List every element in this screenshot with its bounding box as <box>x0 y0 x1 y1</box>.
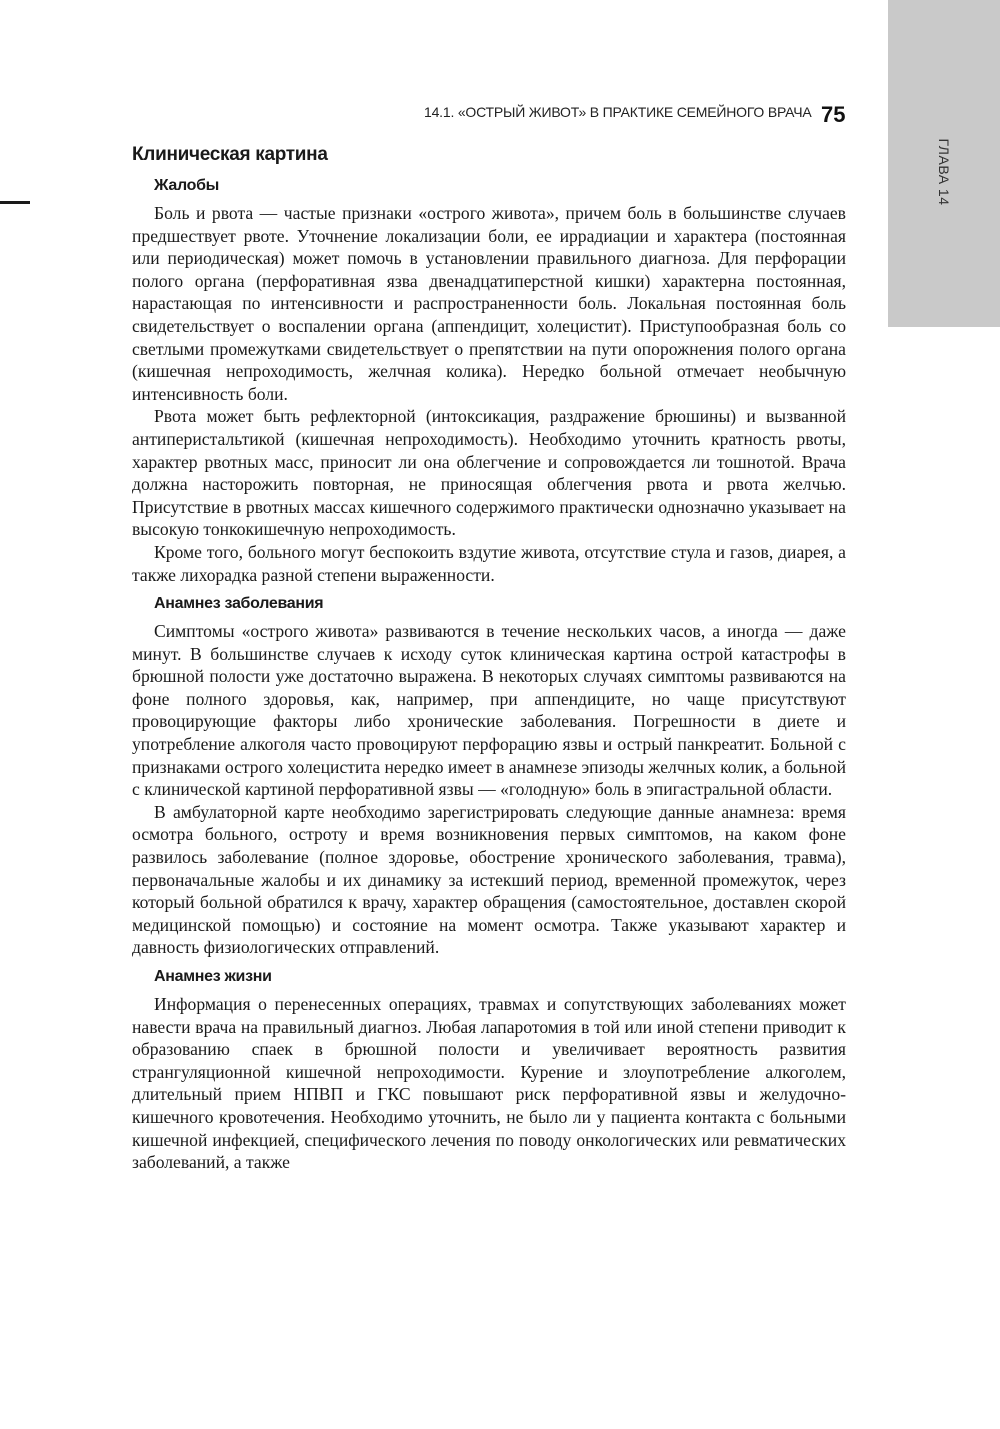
paragraph: Информация о перенесенных операциях, травмах и сопутствующих заболеваниях может навести врача на правильный диагноз. Любая лапаротомия в той или иной степени приводит к образованию спаек в брюшной полости и увеличивает вероятность развития странгуляционной кишечной непроходимости. Курение и злоупотребление алкоголем, длительный прием НПВП и ГКС повышают риск перфоративной язвы и желудочно-кишечного кровотечения. Необходимо уточнить, не было ли у пациента контакта с больными кишечной инфекцией, специфического лечения по поводу онкологических или ревматических заболеваний, а также <box>132 994 846 1173</box>
paragraph: Боль и рвота — частые признаки «острого живота», причем боль в большинстве случаев предшествует рвоте. Уточнение локализации боли, ее иррадиации и характера (постоянная или периодическая) может помочь в установлении правильного диагноза. Для перфорации полого органа (перфоративная язва двенадцатиперстной кишки) характерна постоянная, нарастающая по интенсивности и распространенности боль. Локальная постоянная боль свидетельствует о воспалении органа (аппендицит, холецистит). Приступообразная боль со светлыми промежутками свидетельствует о препятствии на пути опорожнения полого органа (кишечная непроходимость, желчная колика). Нередко больной отмечает необычную интенсивность боли. <box>132 203 846 404</box>
chapter-tab <box>888 0 1000 327</box>
paragraph: В амбулаторной карте необходимо зарегистрировать следующие данные анамнеза: время осмотра больного, остроту и время возникновения первых симптомов, на каком фоне развилось заболевание (полное здоровье, обострение хронического заболевания, травма), первоначальные жалобы и их динамику за истекший период, временной промежуток, через который больной обратился к врачу, характер обращения (самостоятельное, доставлен скорой медицинской помощью) и состояние на момент осмотра. Также указывают характер и давность физиологических отправлений. <box>132 801 846 958</box>
paragraph: Симптомы «острого живота» развиваются в течение нескольких часов, а иногда — даже минут. В большинстве случаев к исходу суток клиническая картина острой катастрофы в брюшной полости уже достаточно выражена. В некоторых случаях симптомы развиваются на фоне полного здоровья, как, например, при аппендиците, но чаще присутствуют провоцирующие факторы либо хронические заболевания. Погрешности в диете и употребление алкоголя часто провоцируют перфорацию язвы и острый панкреатит. Больной с признаками острого холецистита нередко имеет в анамнезе эпизоды желчных колик, а больной с клинической картиной перфоративной язвы — «голодную» боль в эпигастральной области. <box>132 621 847 800</box>
running-head: 14.1. «ОСТРЫЙ ЖИВОТ» В ПРАКТИКЕ СЕМЕЙНОГО ВРАЧА <box>424 104 812 120</box>
subsection-title-disease-history: Анамнез заболевания <box>154 595 324 613</box>
paragraph: Кроме того, больного могут беспокоить вздутие живота, отсутствие стула и газов, диарея, а также лихорадка разной степени выраженности. <box>132 541 846 585</box>
paragraph: Рвота может быть рефлекторной (интоксикация, раздражение брюшины) и вызванной антиперистальтикой (кишечная непроходимость). Необходимо уточнить кратность рвоты, характер рвотных масс, приносит ли она облегчение и сопровождается ли тошнотой. Врача должна насторожить повторная, не приносящая облегчения рвота и рвота желчью. Присутствие в рвотных массах кишечного содержимого практически однозначно указывает на высокую тонкокишечную непроходимость. <box>132 406 846 540</box>
margin-mark <box>0 201 30 204</box>
subsection-life-history <box>132 965 846 1174</box>
subsection-complaints <box>132 174 846 586</box>
subsection-disease-history <box>132 592 846 959</box>
subsection-title-complaints: Жалобы <box>154 177 220 194</box>
chapter-tab-label: ГЛАВА 14 <box>936 138 952 206</box>
section-title: Клиническая картина <box>132 144 328 165</box>
subsection-title-life-history: Анамнез жизни <box>154 968 272 985</box>
page-content <box>132 142 846 1174</box>
page-number: 75 <box>821 102 846 127</box>
